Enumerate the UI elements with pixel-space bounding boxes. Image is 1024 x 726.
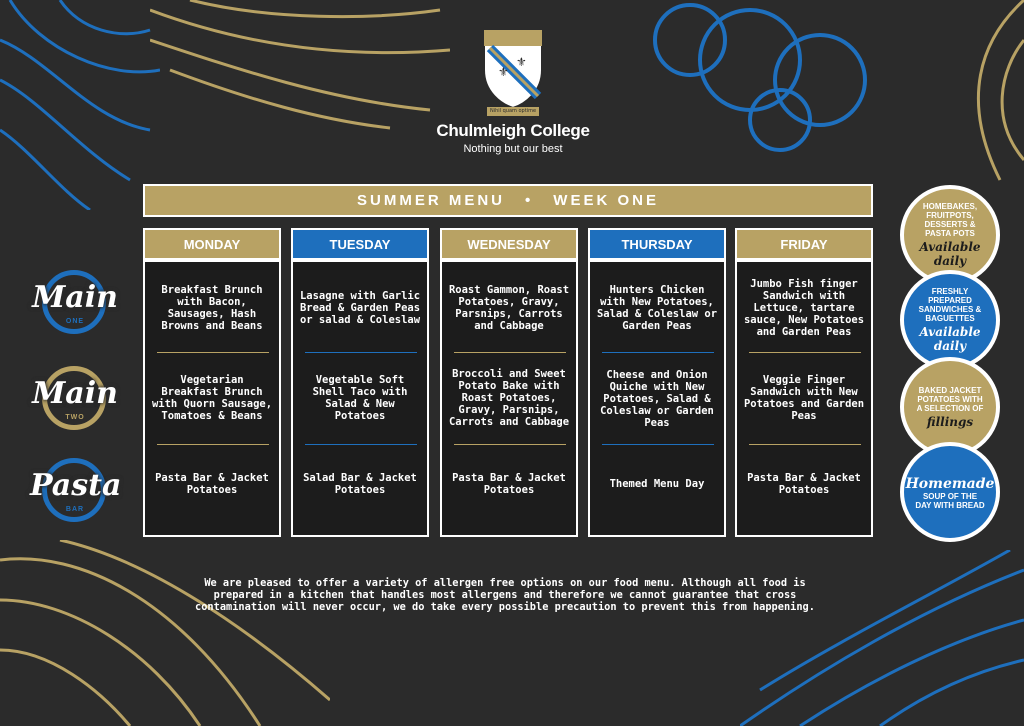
row-label-sub: BAR (65, 506, 85, 513)
day-column-friday (735, 228, 873, 537)
row-label-word: Main (32, 280, 118, 315)
college-name: Chulmleigh College (436, 121, 590, 140)
divider (157, 352, 269, 353)
pasta-bar-dish: Pasta Bar & Jacket Potatoes (155, 472, 269, 496)
day-header: WEDNESDAY (440, 228, 578, 260)
pasta-bar-dish: Salad Bar & Jacket Potatoes (303, 472, 417, 496)
divider (305, 444, 417, 445)
svg-text:⚜: ⚜ (516, 55, 527, 69)
badge-text: FRESHLY PREPARED SANDWICHES & BAGUETTES (918, 287, 982, 323)
day-body (588, 260, 726, 537)
college-crest-logo (480, 26, 546, 110)
decorative-sketch-top-pasta (150, 0, 450, 130)
day-header: TUESDAY (291, 228, 429, 260)
pasta-bar-dish: Pasta Bar & Jacket Potatoes (452, 472, 566, 496)
main-two-dish: Vegetable Soft Shell Taco with Salad & New Potatoes (312, 374, 408, 422)
row-label-main-one (30, 268, 120, 336)
menu-title-bar (143, 184, 873, 217)
divider (749, 352, 861, 353)
badge-soup (900, 442, 1000, 542)
badge-sandwiches (900, 270, 1000, 370)
divider (454, 444, 566, 445)
divider (749, 444, 861, 445)
badge-script: fillings (926, 414, 974, 429)
pasta-bar-dish: Themed Menu Day (609, 478, 705, 490)
main-two-dish: Vegetarian Breakfast Brunch with Quorn Sausage, Tomatoes & Beans (151, 374, 273, 422)
main-one-dish: Breakfast Brunch with Bacon, Sausages, Hash Browns and Beans (161, 284, 263, 332)
main-two-dish: Broccoli and Sweet Potato Bake with Roast Potatoes, Gravy, Parsnips, Carrots and Cabbage (448, 368, 570, 428)
main-one-dish: Roast Gammon, Roast Potatoes, Gravy, Parsnips, Carrots and Cabbage (448, 284, 570, 332)
day-header: MONDAY (143, 228, 281, 260)
college-motto: Nihil quam optime (487, 107, 539, 116)
day-column-thursday (588, 228, 726, 537)
badge-script: Available daily (919, 325, 981, 353)
badge-text: SOUP OF THE DAY WITH BREAD (915, 492, 985, 510)
row-label-word: Main (32, 376, 118, 411)
row-label-sub: TWO (65, 414, 85, 421)
row-label-sub: ONE (65, 318, 85, 325)
main-one-dish: Jumbo Fish finger Sandwich with Lettuce, tartare sauce, New Potatoes and Garden Peas (743, 278, 865, 338)
badge-text: BAKED JACKET POTATOES WITH A SELECTION OF (916, 385, 984, 413)
badge-script: Available daily (919, 240, 981, 268)
day-header: THURSDAY (588, 228, 726, 260)
main-two-dish: Cheese and Onion Quiche with New Potatoes, Salad & Coleslaw or Garden Peas (600, 369, 714, 429)
row-label-pasta-bar (30, 456, 120, 524)
row-label-word: Pasta (30, 468, 122, 503)
title-separator: • (525, 192, 534, 209)
day-body (735, 260, 873, 537)
divider (305, 352, 417, 353)
day-column-monday (143, 228, 281, 537)
decorative-sketch-top-cauliflower (600, 0, 900, 160)
day-header: FRIDAY (735, 228, 873, 260)
decorative-sketch-top-left (0, 0, 160, 210)
day-body (291, 260, 429, 537)
divider (602, 444, 714, 445)
divider (454, 352, 566, 353)
day-body (143, 260, 281, 537)
decorative-sketch-top-right (940, 0, 1024, 190)
menu-week: WEEK ONE (553, 192, 659, 209)
menu-title: SUMMER MENU (357, 192, 506, 209)
divider (602, 352, 714, 353)
day-column-wednesday (440, 228, 578, 537)
badge-script: Homemade (905, 476, 995, 492)
main-one-dish: Lasagne with Garlic Bread & Garden Peas or salad & Coleslaw (299, 290, 421, 326)
svg-text:⚜: ⚜ (498, 65, 509, 79)
divider (157, 444, 269, 445)
decorative-sketch-bottom-left (0, 540, 330, 726)
college-tagline: Nothing but our best (463, 143, 563, 155)
pasta-bar-dish: Pasta Bar & Jacket Potatoes (747, 472, 861, 496)
row-label-main-two (30, 364, 120, 432)
main-one-dish: Hunters Chicken with New Potatoes, Salad & Coleslaw or Garden Peas (596, 284, 718, 332)
day-body (440, 260, 578, 537)
main-two-dish: Veggie Finger Sandwich with New Potatoes and Garden Peas (743, 374, 865, 422)
allergen-notice: We are pleased to offer a variety of allergen free options on our food menu. Although all food is prepared in a kitchen that handles most allergens and therefore we cannot guarantee that cross contamination will never occur, we do take every possible precaution to prevent this from happening. (195, 577, 815, 613)
day-column-tuesday (291, 228, 429, 537)
badge-text: HOMEBAKES, FRUITPOTS, DESSERTS & PASTA POTS (922, 202, 978, 238)
